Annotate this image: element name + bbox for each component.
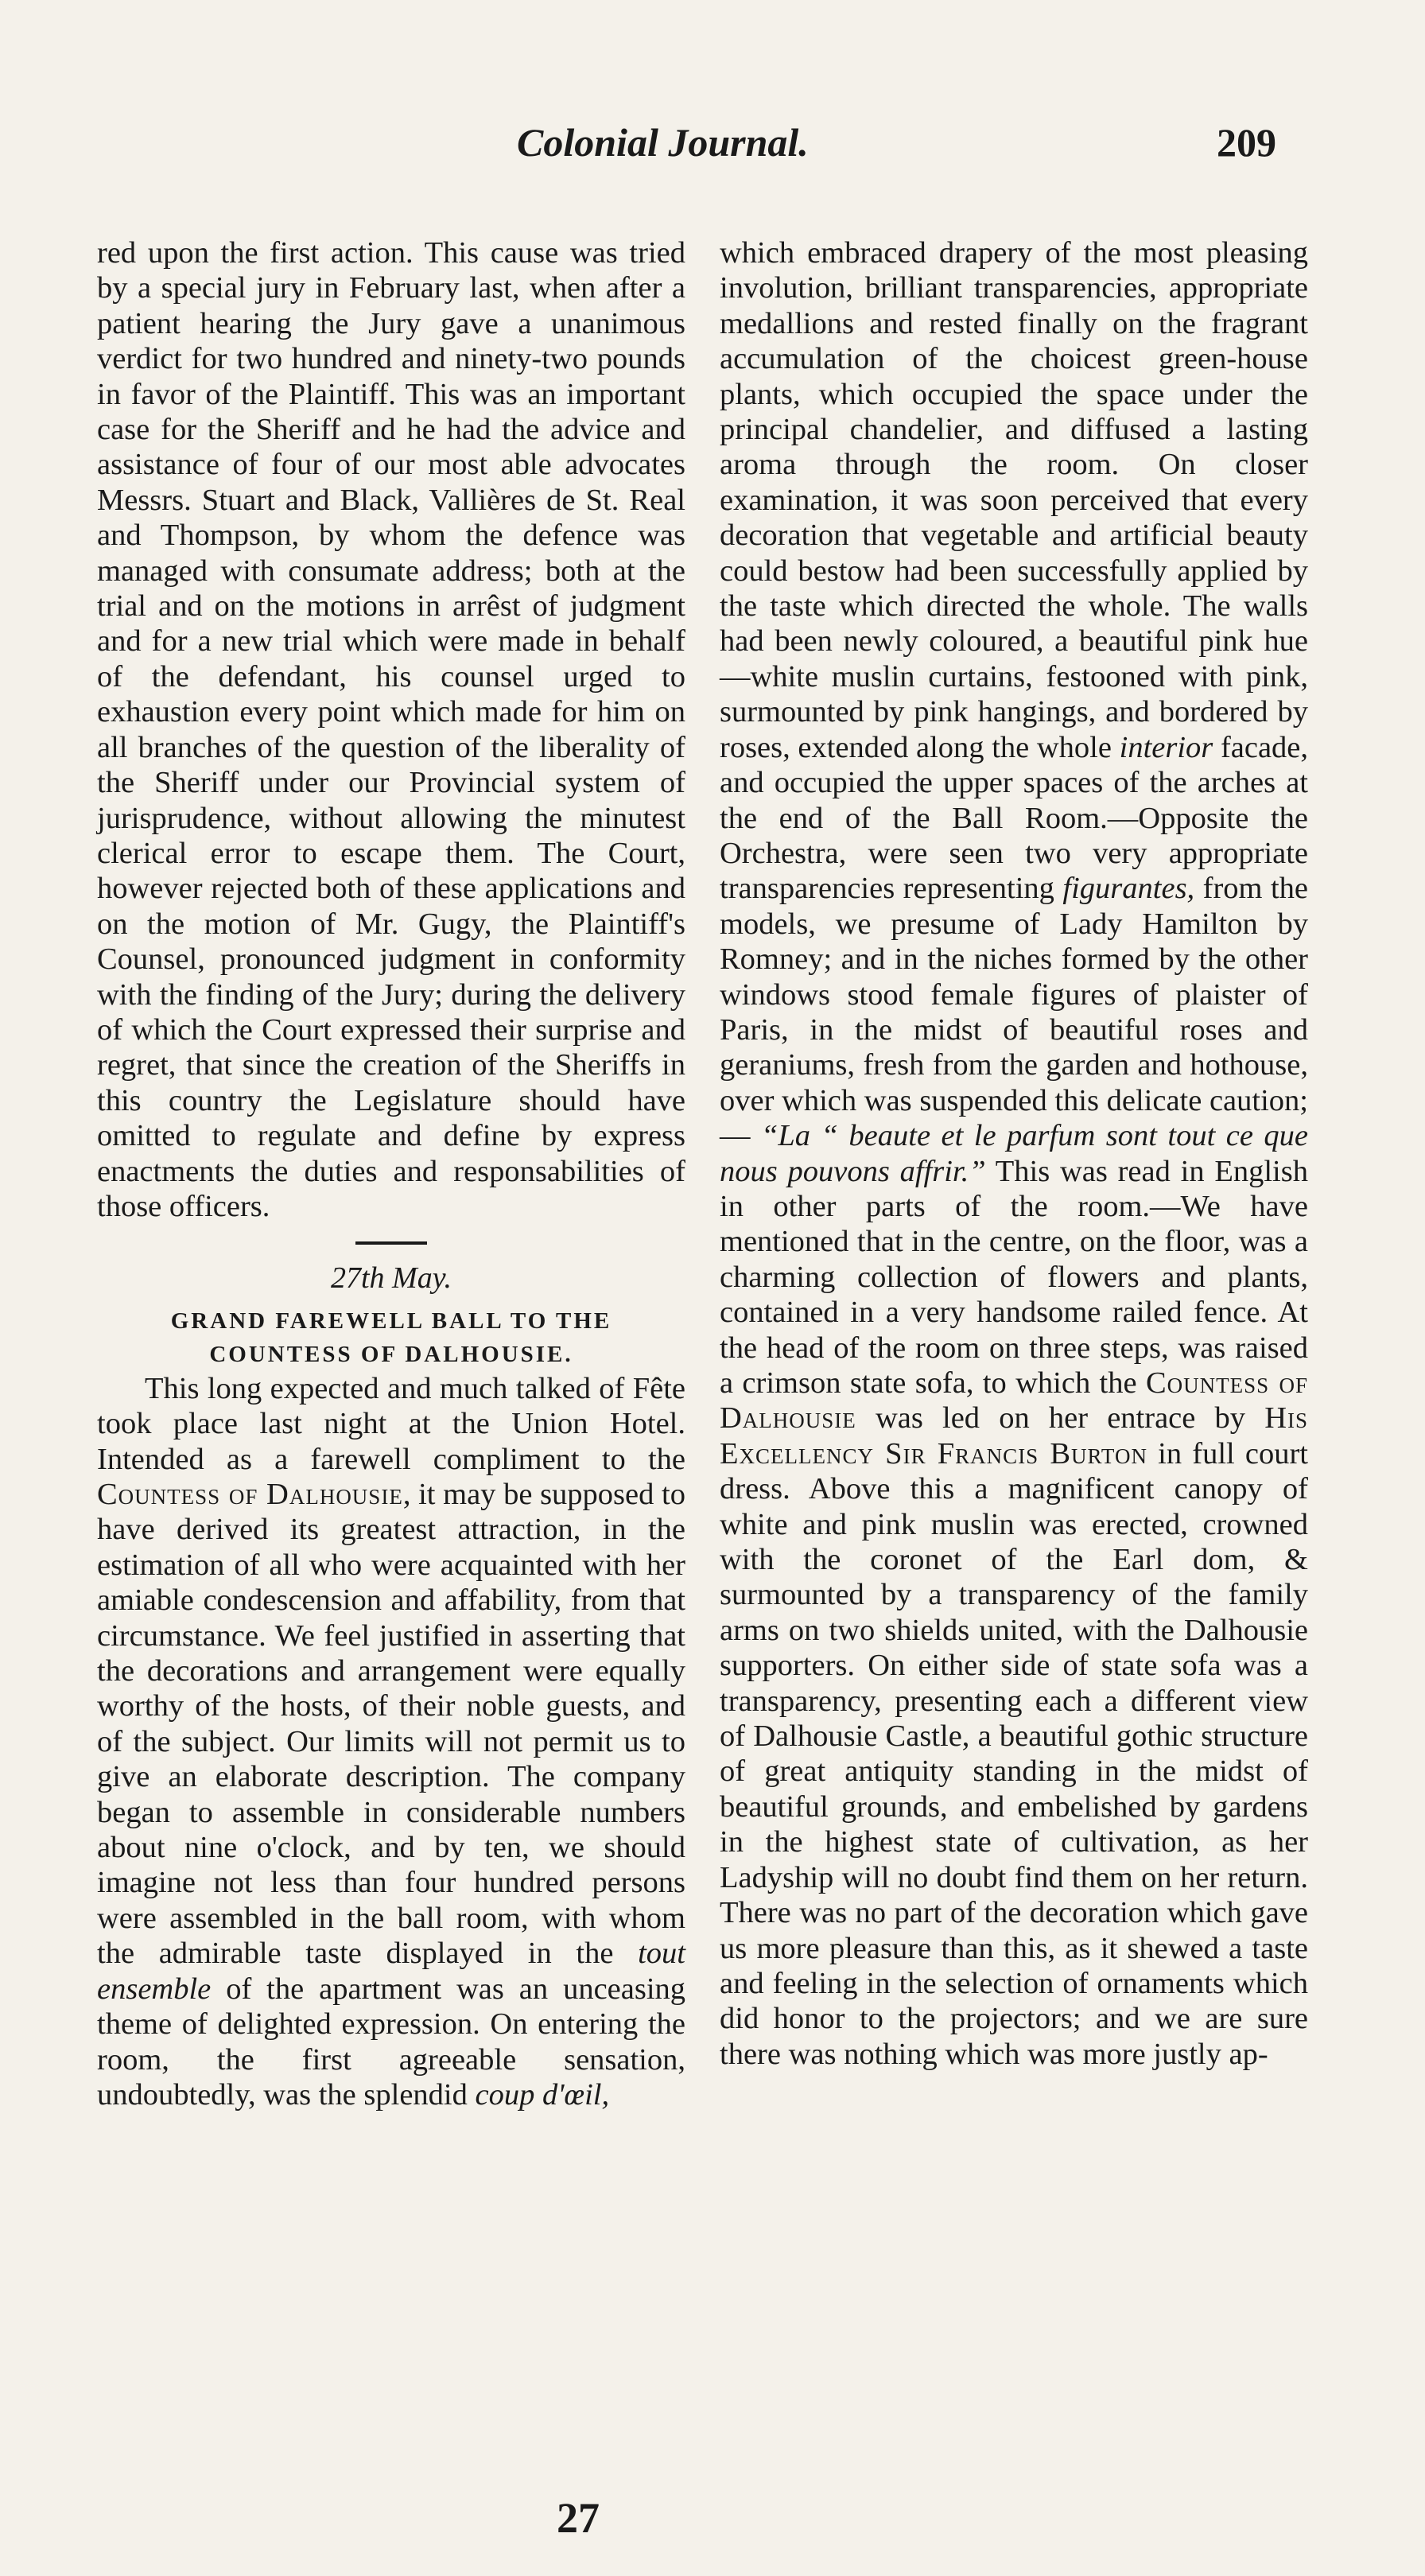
french-quote: “La “ beaute et le parfum sont tout ce que nous pouvons affrir.” xyxy=(720,1119,1309,1188)
right-text-5: was led on her entrace by xyxy=(875,1401,1246,1436)
dateline: 27th May. xyxy=(331,1261,452,1296)
right-text-1: which embraced drapery of the most pleasing involution, brilliant transparencies, appropriate medallions and rested finally on the fragrant accumulation of the choicest green-house plants, which occupied the space under the principal chandelier, and diffused a lasting aroma through the room. On closer examination, it was soon perceived that every decoration that vegetable and artificial beauty could bestow had been successfully applied by the taste which directed the whole. The walls had been newly coloured, a beautiful pink hue—white muslin curtains, festooned with pink, surmounted by pink hangings, and bordered by roses, extended along the whole xyxy=(720,236,1308,764)
article-text-c: of the apartment was an unceasing theme of delighted expression. On entering the room, the first agreeable sensation, undoubtedly, was the splendid xyxy=(97,1972,686,2112)
right-text-3: from the models, we presume of Lady Hamilton by Romney; and in the niches formed by the other windows stood female figures of plaister of Paris, in the midst of beautiful roses and geraniums, fresh from the garden and hothouse, over which was suspended this delicate caution;— xyxy=(720,872,1308,1153)
article-text-b: , it may be supposed to have derived its greatest attraction, in the estimation of all who were acquainted with her amiable condescension and affability, from that circumstance. We feel justified in asserting that the decorations and arrangement were equally worthy of the hosts, of their noble guests, and of the subject. Our limits will not permit us to give an elaborate description. The company began to assemble in considerable numbers about nine o'clock, and by ten, we should imagine not less than four hundred persons were assembled in the ball room, with whom the admirable taste displayed in the xyxy=(97,1478,685,1971)
continued-paragraph: red upon the first action. This cause was tried by a special jury in February last, when after a patient hearing the Jury gave a unanimous verdict for two hundred and ninety-two pounds in favor of the Plaintiff. This was an important case for the Sheriff and he had the advice and assistance of four of our most able advocates Messrs. Stuart and Black, Vallières de St. Real and Thompson, by whom the defence was managed with consumate address; both at the trial and on the motions in arrêst of judgment and for a new trial which were made in behalf of the defendant, his counsel urged to exhaustion every point which made for him on all branches of the question of the liberality of the Sheriff under our Provincial system of jurisprudence, without allowing the minutest clerical error to escape them. The Court, however rejected both of these applications and on the motion of Mr. Gugy, the Plaintiff's Counsel, pronounced judgment in conformity with the finding of the Jury; during the delivery of which the Court expressed their surprise and regret, that since the creation of the Sheriffs in this country the Legislature should have omitted to regulate and define by express enactments the duties and responsabilities of those officers. xyxy=(97,236,685,1223)
coup-doeil-phrase: coup d'œil, xyxy=(475,2077,610,2112)
running-head xyxy=(0,119,1425,183)
article-paragraph xyxy=(97,1371,685,2113)
right-column xyxy=(720,235,1308,2072)
article-text-a: This long expected and much talked of Fête took place last night at the Union Hotel. Intended as a farewell compliment to the xyxy=(97,1371,685,1476)
running-title: Colonial Journal. xyxy=(517,120,809,165)
article-continuation xyxy=(720,235,1308,2072)
page-number: 209 xyxy=(1217,120,1276,165)
heading-line-2: COUNTESS OF DALHOUSIE. xyxy=(209,1341,573,1367)
signature-mark: 27 xyxy=(557,2494,600,2542)
left-column xyxy=(97,235,685,2112)
tout-ensemble-phrase: tout ensemble xyxy=(97,1937,686,2006)
interior-word: interior xyxy=(1119,730,1213,764)
section-divider xyxy=(355,1241,427,1245)
figurantes-word: figurantes, xyxy=(1062,872,1195,906)
excellency-name: His Excellency Sir Francis Burton xyxy=(720,1401,1308,1471)
right-text-6: in full court dress. Above this a magnificent canopy of white and pink muslin was erected, crowned with the coronet of the Earl dom, & surmounted by a transparency of the family arms on two shields united, with the Dalhousie supporters. On either side of state sofa was a transparency, presenting each a different view of Dalhousie Castle, a beautiful gothic structure of great antiquity standing in the midst of beautiful grounds, and embelished by gardens in the highest state of cultivation, as her Ladyship will no doubt find them on her return. There was no part of the decoration which gave us more pleasure than this, as it shewed a taste and feeling in the selection of ornaments which did honor to the projectors; and we are sure there was nothing which was more justly ap- xyxy=(720,1436,1308,2071)
countess-name: Countess of Dalhousie xyxy=(720,1366,1309,1436)
countess-name: Countess of Dalhousie xyxy=(97,1478,403,1511)
right-text-2: facade, and occupied the upper spaces of the arches at the end of the Ball Room.—Opposite the Orchestra, were seen two very appropriate transparencies representing xyxy=(720,730,1309,906)
heading-line-1: GRAND FAREWELL BALL TO THE xyxy=(170,1307,612,1334)
article-heading xyxy=(97,1304,685,1371)
right-text-4: This was read in English in other parts of the room.—We have mentioned that in the centre, on the floor, was a charming collection of flowers and plants, contained in a very handsome railed fence. At the head of the room on three steps, was raised a crimson state sofa, to which the xyxy=(720,1154,1308,1400)
